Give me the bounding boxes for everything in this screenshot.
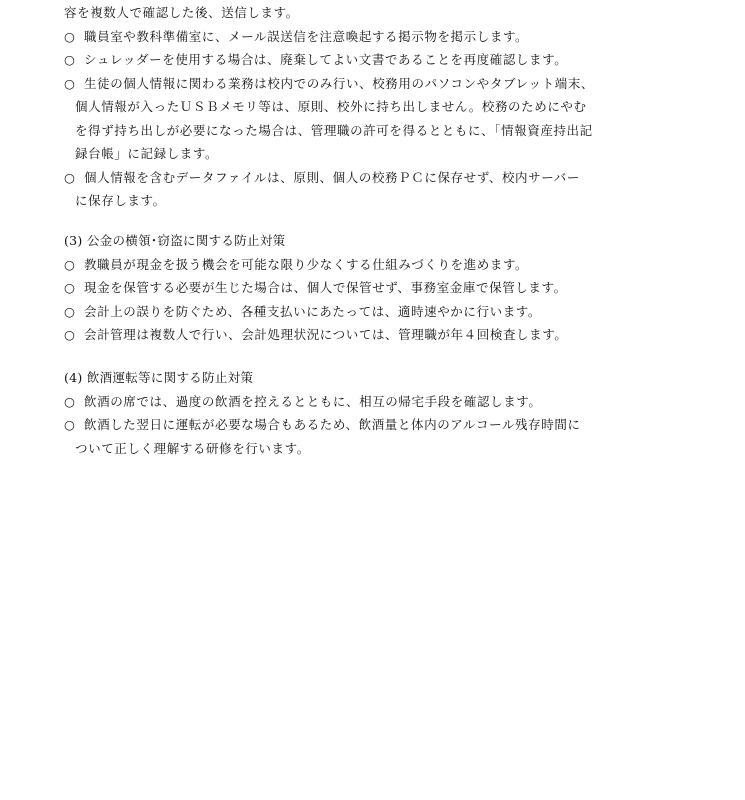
list-item bbox=[64, 48, 624, 72]
list-item bbox=[64, 390, 624, 414]
list-item-text: 生徒の個人情報に関わる業務は校内でのみ行い、校務用のパソコンやタブレット端末、 bbox=[84, 75, 595, 91]
bullet-circle-icon: ○ bbox=[64, 393, 76, 409]
bullet-circle-icon: ○ bbox=[64, 256, 76, 272]
bullet-circle-icon: ○ bbox=[64, 52, 76, 67]
list-item-text: 会計上の誤りを防ぐため、各種支払いにあたっては、適時速やかに行います。 bbox=[84, 303, 542, 319]
list-item-text: 個人情報を含むデータファイルは、原則、個人の校務ＰＣに保存せず、校内サーバー bbox=[84, 169, 580, 185]
section-2-continued bbox=[64, 1, 624, 213]
list-item bbox=[64, 253, 624, 277]
list-item-text: 飲酒の席では、過度の飲酒を控えるとともに、相互の帰宅手段を確認します。 bbox=[84, 393, 542, 409]
section-2-list bbox=[64, 25, 624, 213]
bullet-circle-icon: ○ bbox=[64, 417, 76, 432]
list-item-text-continued: に保存します。 bbox=[75, 193, 166, 208]
section-4 bbox=[64, 366, 624, 460]
list-item-text: 教職員が現金を扱う機会を可能な限り少なくする仕組みづくりを進めます。 bbox=[84, 256, 529, 272]
bullet-circle-icon: ○ bbox=[64, 75, 76, 91]
list-item-text: 職員室や教科準備室に、メール誤送信を注意喚起する掲示物を掲示します。 bbox=[84, 28, 529, 44]
intro-continuation-line: 容を複数人で確認した後、送信します。 bbox=[64, 5, 299, 20]
list-item-text-continued: を得ず持ち出しが必要になった場合は、管理職の許可を得るとともに、「情報資産持出記 bbox=[75, 122, 593, 138]
list-item-text-continued: 録台帳」に記録します。 bbox=[75, 146, 219, 161]
section-3 bbox=[64, 229, 624, 347]
list-item-text: 会計管理は複数人で行い、会計処理状況については、管理職が年４回検査します。 bbox=[84, 327, 568, 342]
section-heading: (4) 飲酒運転等に関する防止対策 bbox=[64, 370, 254, 385]
bullet-circle-icon: ○ bbox=[64, 327, 76, 342]
bullet-circle-icon: ○ bbox=[64, 280, 76, 295]
bullet-circle-icon: ○ bbox=[64, 303, 76, 319]
list-item-text: シュレッダーを使用する場合は、廃棄してよい文書であることを再度確認します。 bbox=[84, 52, 568, 67]
list-item-text: 飲酒した翌日に運転が必要な場合もあるため、飲酒量と体内のアルコール残存時間に bbox=[84, 417, 581, 432]
section-heading: (3) 公金の横領･窃盗に関する防止対策 bbox=[64, 233, 286, 248]
list-item bbox=[64, 276, 624, 300]
list-item bbox=[64, 25, 624, 49]
list-item-text: 現金を保管する必要が生じた場合は、個人で保管せず、事務室金庫で保管します。 bbox=[84, 280, 567, 295]
bullet-circle-icon: ○ bbox=[64, 28, 76, 44]
list-item bbox=[64, 166, 624, 213]
list-item bbox=[64, 413, 624, 460]
list-item bbox=[64, 323, 624, 347]
bullet-circle-icon: ○ bbox=[64, 169, 76, 185]
list-item-text-continued: ついて正しく理解する研修を行います。 bbox=[75, 440, 310, 456]
list-item-text-continued: 個人情報が入ったＵＳＢメモリ等は、原則、校外に持ち出しません。校務のためにやむ bbox=[75, 99, 587, 114]
list-item bbox=[64, 72, 624, 166]
list-item bbox=[64, 300, 624, 324]
